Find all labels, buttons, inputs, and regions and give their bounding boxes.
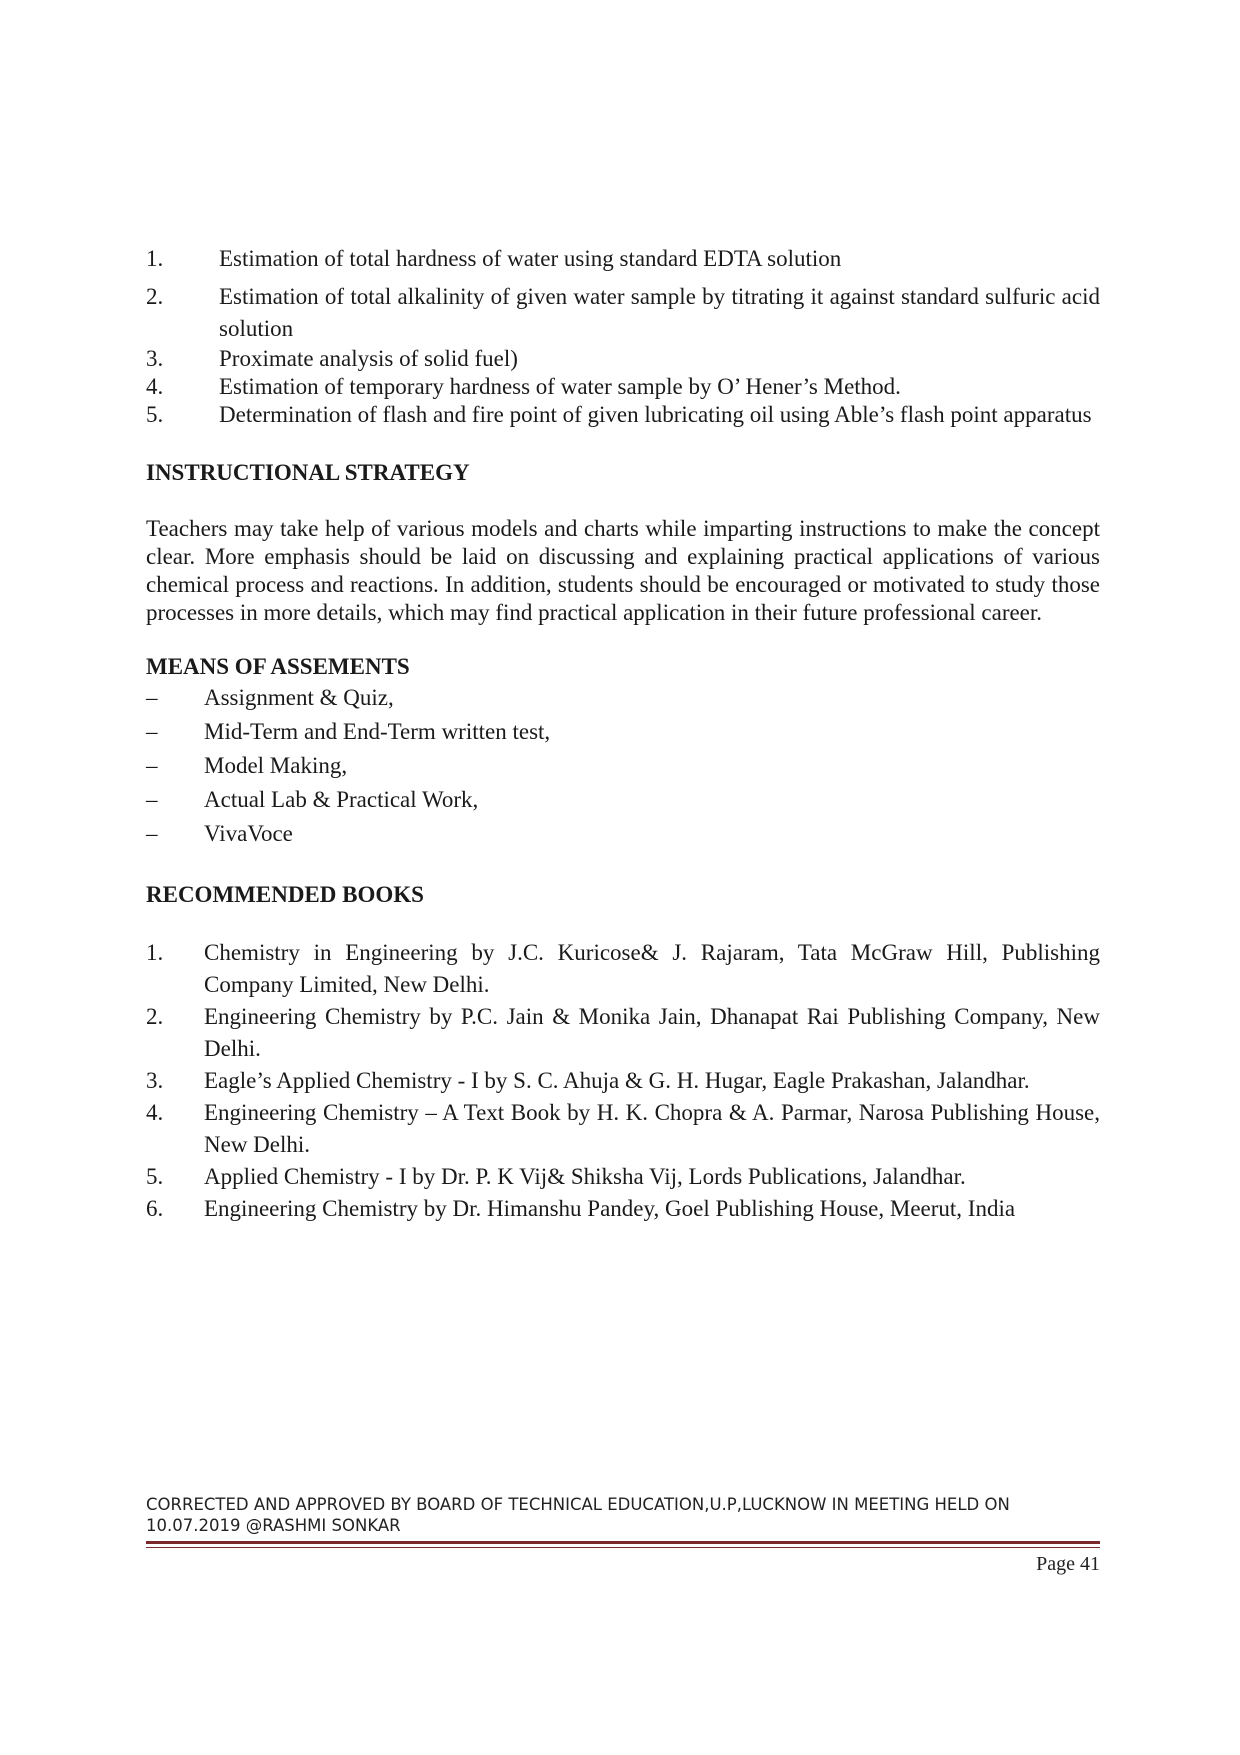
item-text: Proximate analysis of solid fuel) bbox=[219, 346, 518, 371]
item-text: Estimation of temporary hardness of water sample by O’ Hener’s Method. bbox=[219, 374, 901, 399]
page-content bbox=[146, 245, 1100, 1225]
list-item bbox=[146, 783, 1100, 817]
item-text: Actual Lab & Practical Work, bbox=[204, 787, 479, 812]
list-item bbox=[146, 1001, 1100, 1065]
item-number: 1. bbox=[146, 940, 164, 965]
dash-bullet: – bbox=[146, 753, 158, 778]
item-text: VivaVoce bbox=[204, 821, 293, 846]
list-item bbox=[146, 937, 1100, 1001]
section-heading-books: RECOMMENDED BOOKS bbox=[146, 882, 424, 907]
list-item bbox=[146, 245, 1100, 273]
item-number: 3. bbox=[146, 1068, 164, 1093]
books-list bbox=[146, 937, 1100, 1225]
dash-bullet: – bbox=[146, 719, 158, 744]
item-number: 6. bbox=[146, 1196, 164, 1221]
dash-bullet: – bbox=[146, 685, 158, 710]
item-text: Engineering Chemistry by P.C. Jain & Monika Jain, Dhanapat Rai Publishing Company, New Delhi. bbox=[204, 1004, 1100, 1061]
item-number: 5. bbox=[146, 1164, 164, 1189]
list-item bbox=[146, 715, 1100, 749]
item-text: Estimation of total hardness of water using standard EDTA solution bbox=[219, 246, 842, 271]
strategy-paragraph: Teachers may take help of various models and charts while imparting instructions to make the concept clear. More emphasis should be laid on discussing and explaining practical applications of various chemical process and reactions. In addition, students should be encouraged or motivated to study those processes in more details, which may find practical application in their future professional career. bbox=[146, 516, 1100, 625]
practicals-list bbox=[146, 245, 1100, 429]
list-item bbox=[146, 1193, 1100, 1225]
item-text: Eagle’s Applied Chemistry - I by S. C. Ahuja & G. H. Hugar, Eagle Prakashan, Jalandhar. bbox=[204, 1068, 1030, 1093]
item-number: 1. bbox=[146, 246, 164, 271]
item-number: 5. bbox=[146, 402, 164, 427]
section-heading-assessment: MEANS OF ASSEMENTS bbox=[146, 654, 410, 679]
footer-line-1: CORRECTED AND APPROVED BY BOARD OF TECHNICAL EDUCATION,U.P,LUCKNOW IN MEETING HELD ON bbox=[146, 1495, 1010, 1514]
item-number: 2. bbox=[146, 284, 164, 309]
item-number: 3. bbox=[146, 346, 164, 371]
item-text: Assignment & Quiz, bbox=[204, 685, 394, 710]
footer-note bbox=[146, 1494, 1100, 1536]
list-item bbox=[146, 1097, 1100, 1161]
list-item bbox=[146, 1161, 1100, 1193]
list-item bbox=[146, 749, 1100, 783]
footer-line-2: 10.07.2019 @RASHMI SONKAR bbox=[146, 1516, 401, 1535]
footer-divider-thick bbox=[146, 1541, 1100, 1544]
item-text: Applied Chemistry - I by Dr. P. K Vij& Shiksha Vij, Lords Publications, Jalandhar. bbox=[204, 1164, 966, 1189]
item-text: Estimation of total alkalinity of given water sample by titrating it against standard sulfuric acid solution bbox=[219, 284, 1100, 341]
list-item bbox=[146, 681, 1100, 715]
item-text: Model Making, bbox=[204, 753, 348, 778]
section-heading-strategy: INSTRUCTIONAL STRATEGY bbox=[146, 460, 470, 485]
item-text: Engineering Chemistry by Dr. Himanshu Pandey, Goel Publishing House, Meerut, India bbox=[204, 1196, 1016, 1221]
list-item bbox=[146, 401, 1100, 429]
dash-bullet: – bbox=[146, 787, 158, 812]
list-item bbox=[146, 1065, 1100, 1097]
footer-divider-thin bbox=[146, 1547, 1100, 1548]
page-number: Page 41 bbox=[1036, 1553, 1100, 1575]
list-item bbox=[146, 281, 1100, 345]
list-item bbox=[146, 373, 1100, 401]
item-text: Mid-Term and End-Term written test, bbox=[204, 719, 551, 744]
item-number: 4. bbox=[146, 1100, 164, 1125]
item-text: Engineering Chemistry – A Text Book by H. K. Chopra & A. Parmar, Narosa Publishing House, New Delhi. bbox=[204, 1100, 1100, 1157]
item-text: Chemistry in Engineering by J.C. Kuricose& J. Rajaram, Tata McGraw Hill, Publishing Company Limited, New Delhi. bbox=[204, 940, 1100, 997]
assessment-list bbox=[146, 681, 1100, 851]
item-text: Determination of flash and fire point of given lubricating oil using Able’s flash point apparatus bbox=[219, 402, 1092, 427]
list-item bbox=[146, 817, 1100, 851]
dash-bullet: – bbox=[146, 821, 158, 846]
item-number: 4. bbox=[146, 374, 164, 399]
item-number: 2. bbox=[146, 1004, 164, 1029]
list-item bbox=[146, 345, 1100, 373]
